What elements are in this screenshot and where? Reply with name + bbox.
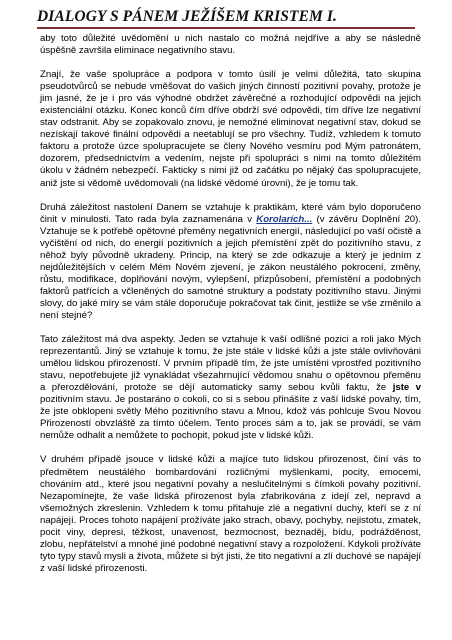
paragraph-1: aby toto důležité uvědomění u nich nastalo co možná nejdříve a aby se následně úspěšně završila eliminace negativního stavu. [40, 33, 421, 57]
paragraph-4 [40, 334, 421, 442]
paragraph-2: Znají, že vaše spolupráce a podpora v tomto úsilí je velmi důležitá, tato skupina pseudotvůrců se nebude vměšovat do vašich jiných činností pozitivní povahy, protože je jim jasné, že je i pro vás výhodné obdržet závěrečné a rozhodující odpovědi na jejich existenciální otázku. Konec konců čím dříve obdrží své odpovědi, tím dříve lze negativní stav odstranit. Aby se zopakovalo znovu, je nemožné eliminovat negativní stav, dokud se nezískají takové finální odpovědi a neetablují se pro všechny. Tudíž, vzhledem k tomuto faktoru a protože úzce spolupracujete se členy Nového vesmíru pod Mým patronátem, dozorem, předsednictvím a vedením, nejste při spolupráci s nimi na tomto důležitém úkolu v žádném nebezpečí. Fakticky s nimi již od začátku po nějaký čas spolupracujete, aniž jste si vědomě uvědomovali (na lidské vědomé úrovni), že je tomu tak. [40, 69, 421, 189]
paragraph-5: V druhém případě jsouce v lidské kůži a majíce tuto lidskou přirozenost, činí vás to předmětem neustálého bombardování rozličnými myšlenkami, pocity, emocemi, chováním atd., které jsou negativní povahy a neslučitelnými s čímkoli povahy pozitivní. Nezapomínejte, že vaše lidská přirozenost byla zfabrikována z idejí zel, nepravd a všemožných zkreslenin. Vzhledem k tomu přitahuje zlé a negativní duchy, kteří se z ní napájejí. Proces tohoto napájení prožíváte jako strach, obavy, pochyby, nejistotu, zmatek, pocit viny, depresi, těžkost, unavenost, bezmocnost, beznaděj, bídu, podrážděnost, zlobu, nepřátelství a mnohé jiné podobné negativní stavy a rozpoložení. Kdykoli prožíváte tyto typy stavů mysli a života, můžete si být jisti, že tito negativní a zlí duchové se napájejí z vaší lidské přirozenosti. [40, 454, 421, 574]
page-header [37, 8, 415, 29]
korolarie-link[interactable]: Korolarích... [256, 213, 313, 225]
paragraph-3-text-after: (v závěru Doplnění 20). Vztahuje se k potřebě opětovné přeměny negativních energií, následující po vaší očistě a vyčištění od nich, do energií pozitivních a jejich přemístění zpět do pozitivního stavu, z něhož byly původně ukradeny. Princip, na který se zde odkazuje a který je jedním z nejdůležitějších v celém Mém Novém zjevení, je zákon neustálého pokrocení, změny, růstu, modifikace, doplňování novým, vylepšení, přizpůsobení, přemístění a podobných faktorů patřících a včleněných do samotné struktury a podstaty pozitivního stavu. Jinými slovy, do jaké míry se vám stále doporučuje pokračovat tak činit, jestliže se vše změnilo a není stejné? [40, 213, 421, 321]
paragraph-4-text-before: Tato záležitost má dva aspekty. Jeden se vztahuje k vaší odlišné pozici a roli jako Mých reprezentantů. Jiný se vztahuje k tomu, že jste stále v lidské kůži a jste stále ovlivňováni umělou lidskou přirozeností. V prvním případě tím, že jste umístěni vprostřed pozitivního stavu, nepotřebujete již vynakládat všezahrnující vědomou snahu o opětovnou přeměnu a přerozdělování, protože se dějí automaticky samy sebou kvůli faktu, že [40, 334, 421, 394]
page-body [40, 33, 421, 587]
paragraph-4-text-after: pozitivním stavu. Je postaráno o cokoli, co si s sebou přinášíte z vaší lidské povahy, tím, že jste obklopeni světly Mého pozitivního stavu a Mnou, kdož vás pohlcuje Svou Novou Přirozeností obvzláště za tímto účelem. Tento proces sám a to, jak se provádí, se vám nemůže odhalit a nemůžete to pochopit, pokud jste v lidské kůži. [40, 394, 421, 442]
header-title: DIALOGY S PÁNEM JEŽÍŠEM KRISTEM I. [37, 8, 337, 25]
emphasis-jste-v: jste v [392, 382, 421, 394]
paragraph-3 [40, 202, 421, 322]
paragraph-3-text-before: Druhá záležitost nastolení Danem se vztahuje k praktikám, které vám bylo doporučeno činit v minulosti. Tato rada byla zaznamenána v [40, 201, 421, 225]
